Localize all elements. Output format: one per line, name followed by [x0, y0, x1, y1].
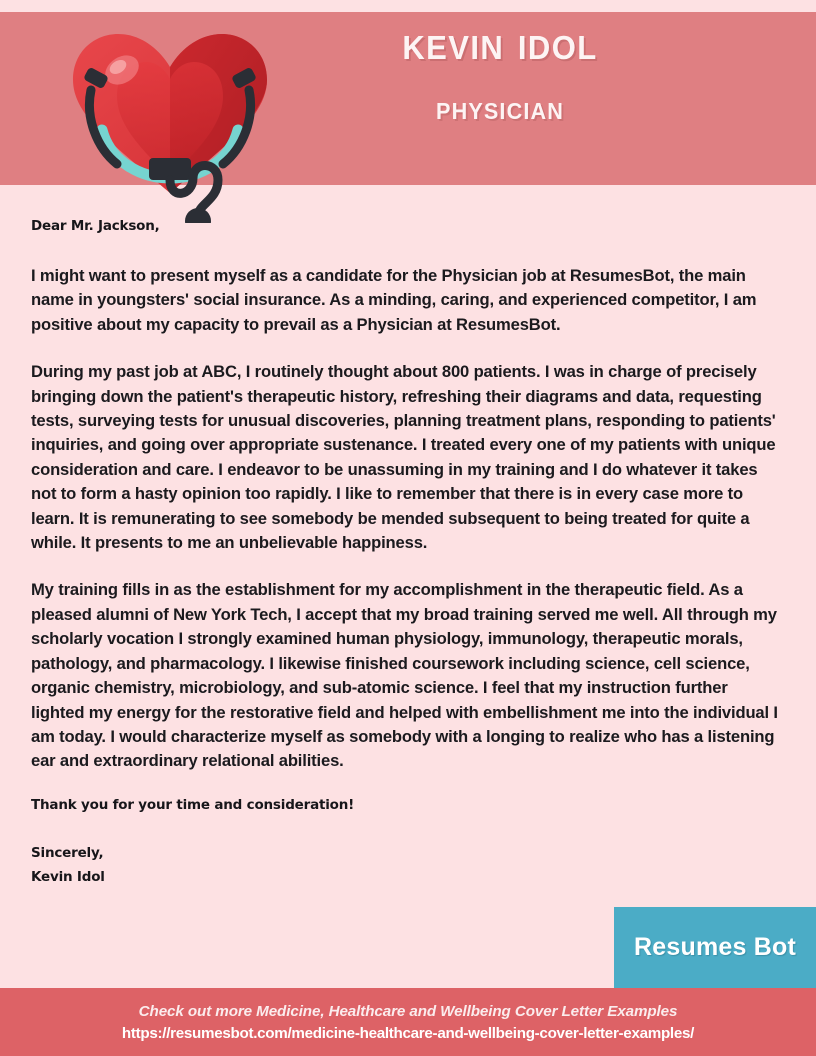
- letter-paragraph: During my past job at ABC, I routinely thought about 800 patients. I was in charge of precisely bringing down the patient's therapeutic history, refreshing their diagrams and data, requesting tests, surveying tests for unusual discoveries, planning treatment plans, responding to patients' inquiries, and going over appropriate sustenance. I treated every one of my patients with unique consideration and care. I endeavor to be unassuming in my training and I do whatever it takes not to form a hasty opinion too rapidly. I like to remember that there is in every case more to learn. It is remunerating to see somebody be mended subsequent to being treated for quite a while. It presents to me an unbelievable happiness.: [31, 362, 776, 553]
- letter-paragraph: My training fills in as the establishment for my accomplishment in the therapeutic field. As a pleased alumni of New York Tech, I accept that my broad training served me well. All through my scholarly vocation I strongly examined human physiology, immunology, therapeutic morals, pathology, and pharmacology. I likewise finished coursework including science, cell science, organic chemistry, microbiology, and sub-atomic science. I feel that my instruction further lighted my energy for the restorative field and helped with embellishment me into the individual I am today. I would characterize myself as somebody with a longing to realize who has a listening ear and extraordinary relational abilities.: [31, 580, 778, 771]
- header-title-block: [290, 18, 710, 127]
- salutation: Dear Mr. Jackson,: [31, 218, 160, 234]
- footer-url-link[interactable]: https://resumesbot.com/medicine-healthcare-and-wellbeing-cover-letter-examples/: [121, 1024, 695, 1042]
- sign-off-line: Sincerely,: [31, 844, 104, 861]
- resumes-bot-badge[interactable]: [614, 907, 816, 988]
- candidate-job-title: physician: [436, 89, 564, 127]
- candidate-name: kevin idol: [402, 16, 598, 69]
- closing-thanks: Thank you for your time and consideration!: [31, 796, 355, 813]
- letter-body: [31, 218, 783, 889]
- resumes-bot-badge-label: Resumes Bot: [634, 933, 796, 961]
- footer-promo-text: Check out more Medicine, Healthcare and Wellbeing Cover Letter Examples: [138, 1002, 678, 1020]
- heart-with-stethoscope-icon: [55, 18, 285, 223]
- signature-name: Kevin Idol: [31, 868, 105, 885]
- letter-paragraph: I might want to present myself as a candidate for the Physician job at ResumesBot, the main name in youngsters' social insurance. As a minding, caring, and experienced competitor, I am positive about my capacity to prevail as a Physician at ResumesBot.: [31, 266, 757, 334]
- footer-band: [0, 988, 816, 1056]
